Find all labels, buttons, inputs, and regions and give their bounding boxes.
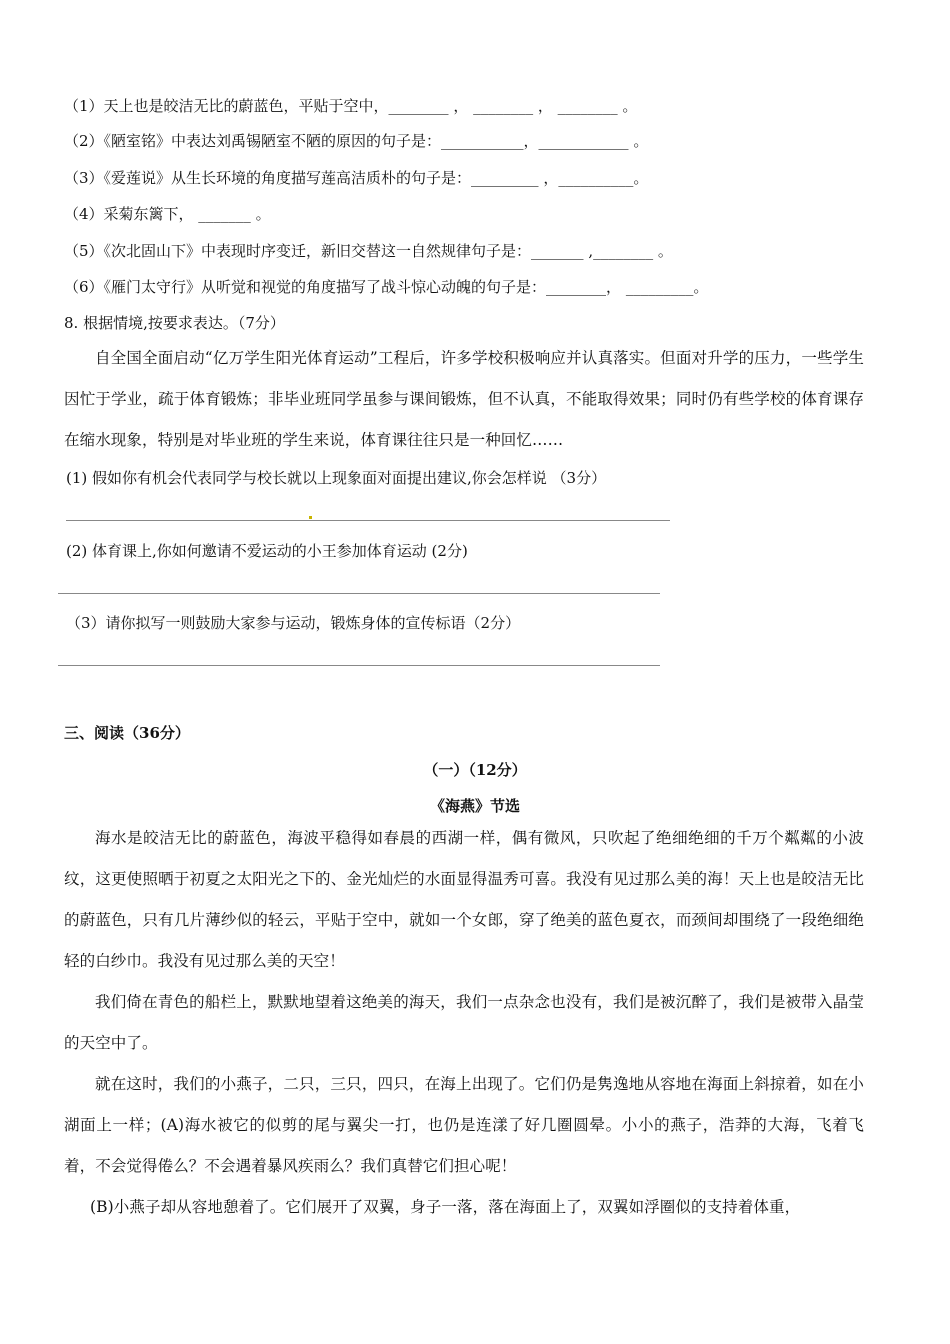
answer-line-1 xyxy=(66,520,670,521)
article-paragraph-2: 我们倚在青色的船栏上，默默地望着这绝美的海天，我们一点杂念也没有，我们是被沉醉了，我们是被带入晶莹的天空中了。 xyxy=(64,993,864,1052)
article-paragraph-3: 就在这时，我们的小燕子，二只，三只，四只，在海上出现了。它们仍是隽逸地从容地在海面上斜掠着，如在小湖面上一样；(A)海水被它的似剪的尾与翼尖一打，也仍是连漾了好几圈圆晕。小小的燕子，浩莽的大海，飞着飞着，不会觉得倦么？不会遇着暴风疾雨么？我们真替它们担心呢！ xyxy=(64,1075,864,1175)
question-8-sub-1: (1) 假如你有机会代表同学与校长就以上现象面对面提出建议,你会怎样说 （3分） xyxy=(66,469,607,487)
fill-in-question-1: （1）天上也是皎洁无比的蔚蓝色，平贴于空中，________ ， ________ ， ________ 。 xyxy=(64,97,638,115)
question-8-sub-3: （3）请你拟写一则鼓励大家参与运动，锻炼身体的宣传标语（2分） xyxy=(66,614,521,632)
stray-dot xyxy=(309,516,312,519)
answer-line-2 xyxy=(58,593,660,594)
question-8-paragraph: 自全国全面启动“亿万学生阳光体育运动”工程后，许多学校积极响应并认真落实。但面对升学的压力，一些学生因忙于学业，疏于体育锻炼；非毕业班同学虽参与课间锻炼，但不认真，不能取得效果；同时仍有些学校的体育课存在缩水现象，特别是对毕业班的学生来说，体育课往往只是一种回忆…… xyxy=(64,349,864,449)
article-title: 《海燕》节选 xyxy=(429,797,520,815)
fill-in-question-3: （3）《爱莲说》从生长环境的角度描写莲高洁质朴的句子是：_________ ，__________。 xyxy=(64,169,649,187)
article-paragraph-4: (B)小燕子却从容地憩着了。它们展开了双翼，身子一落，落在海面上了，双翼如浮圈似的支持着体重， xyxy=(90,1198,801,1216)
part-title: （一）（12分） xyxy=(423,761,527,779)
question-8-title: 8. 根据情境,按要求表达。（7分） xyxy=(64,314,285,332)
fill-in-question-6: （6）《雁门太守行》从听觉和视觉的角度描写了战斗惊心动魄的句子是：________， _________。 xyxy=(64,278,709,296)
answer-line-3 xyxy=(58,665,660,666)
question-8-sub-2: (2) 体育课上,你如何邀请不爱运动的小王参加体育运动 (2分) xyxy=(66,542,468,560)
article-paragraph-1: 海水是皎洁无比的蔚蓝色，海波平稳得如春晨的西湖一样，偶有微风，只吹起了绝细绝细的千万个粼粼的小波纹，这更使照晒于初夏之太阳光之下的、金光灿烂的水面显得温秀可喜。我没有见过那么美的海！天上也是皎洁无比的蔚蓝色，只有几片薄纱似的轻云，平贴于空中，就如一个女郎，穿了绝美的蓝色夏衣，而颈间却围绕了一段绝细绝轻的白纱巾。我没有见过那么美的天空！ xyxy=(64,829,864,970)
fill-in-question-4: （4）采菊东篱下， _______ 。 xyxy=(64,205,271,223)
fill-in-question-2: （2）《陋室铭》中表达刘禹锡陋室不陋的原因的句子是：___________，____________ 。 xyxy=(64,132,649,150)
fill-in-question-5: （5）《次北固山下》中表现时序变迁，新旧交替这一自然规律句子是：_______ ,________ 。 xyxy=(64,242,673,260)
section-title: 三、阅读（36分） xyxy=(64,724,190,742)
